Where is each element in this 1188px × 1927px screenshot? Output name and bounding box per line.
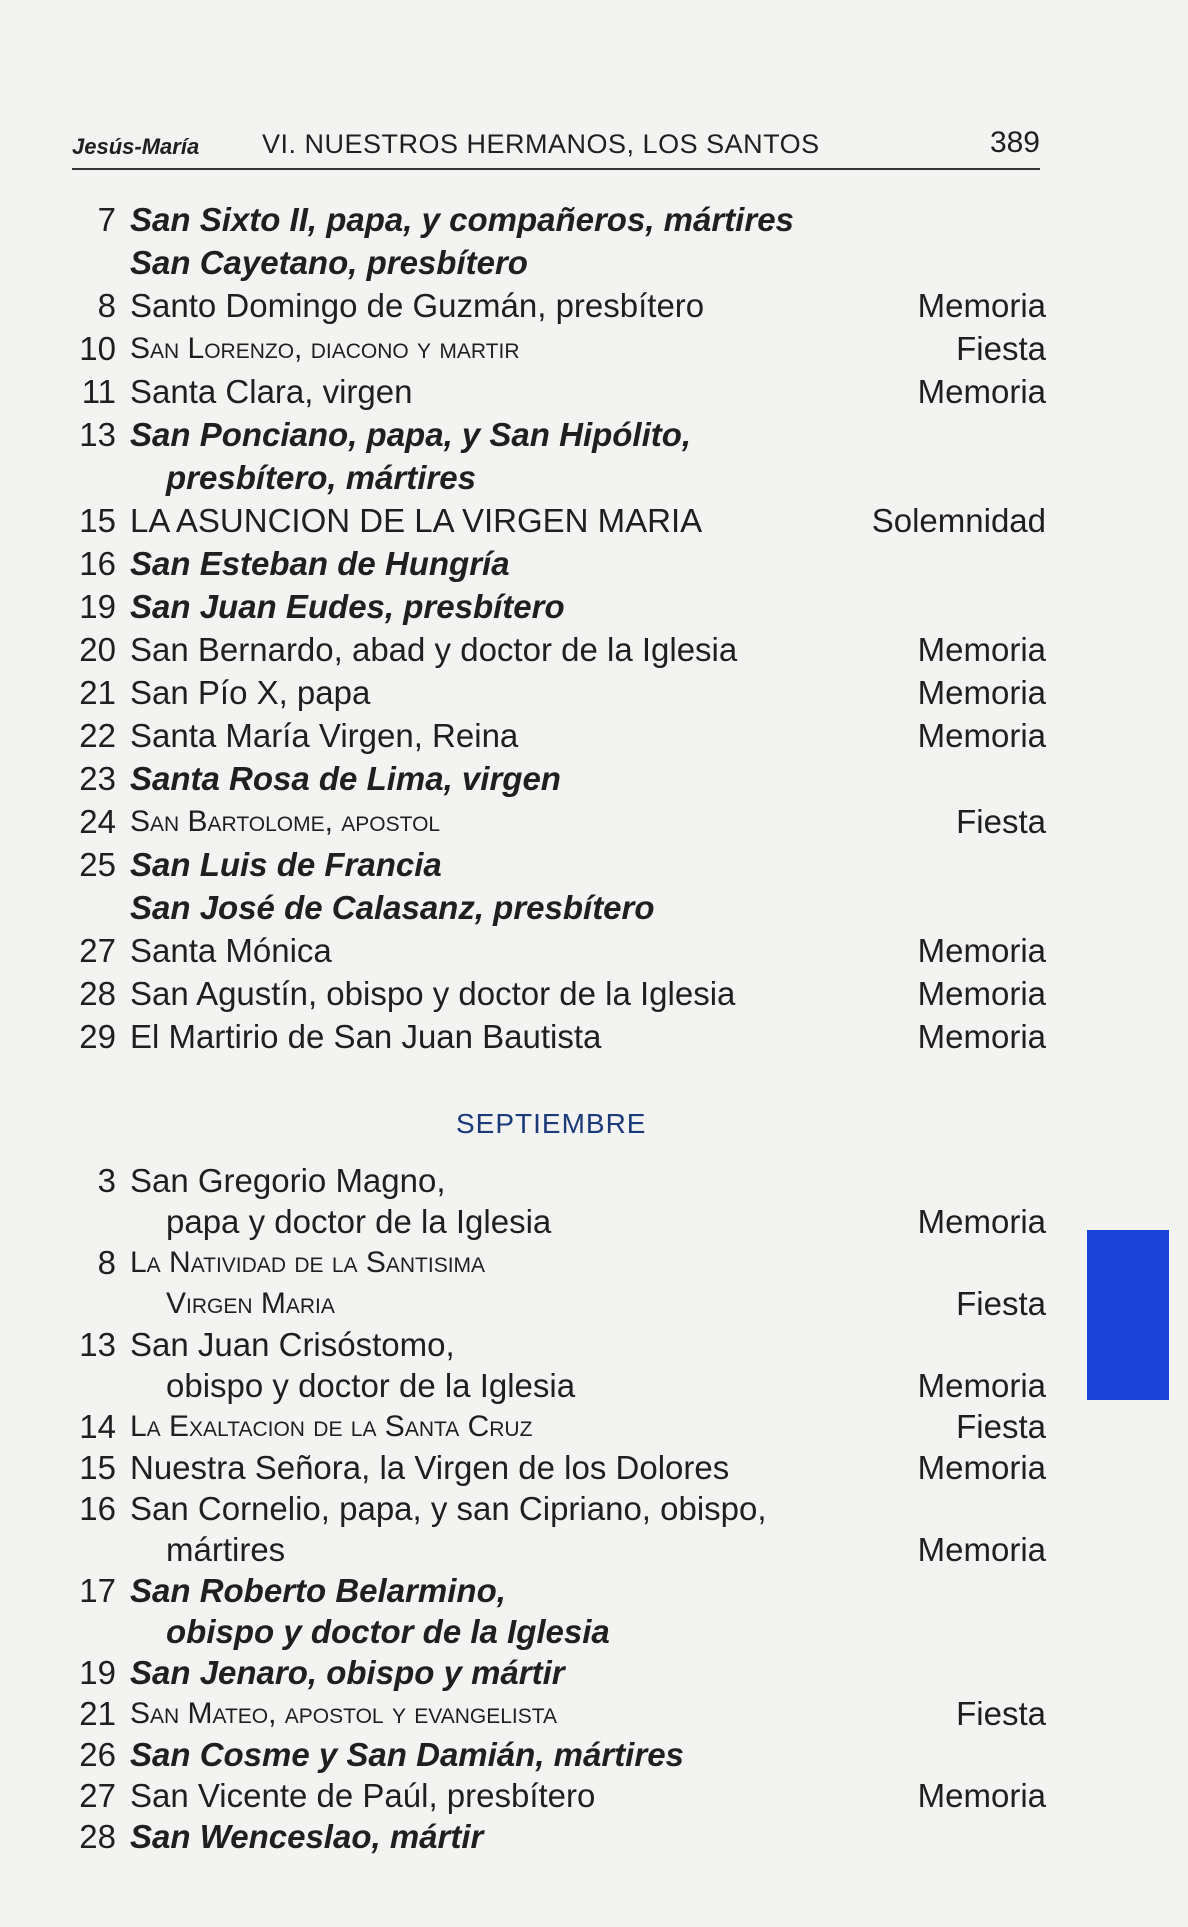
celebration-rank: Memoria: [917, 975, 1046, 1012]
saint-name: San Bartolome, apostol: [130, 805, 441, 838]
day-number: 15: [79, 1449, 116, 1486]
calendar-row: [60, 1160, 1046, 1201]
month-heading: SEPTIEMBRE: [456, 1108, 647, 1139]
day-number: 21: [79, 674, 116, 711]
calendar-row: [60, 585, 1046, 628]
calendar-row: [60, 757, 1046, 800]
calendar-row: [60, 1447, 1046, 1488]
saint-name: San Lorenzo, diacono y martir: [130, 332, 520, 365]
saint-name: Nuestra Señora, la Virgen de los Dolores: [130, 1449, 730, 1486]
calendar-row: [60, 284, 1046, 327]
day-number: 13: [79, 1326, 116, 1363]
calendar-row: [60, 1611, 1046, 1652]
celebration-rank: Memoria: [917, 287, 1046, 324]
calendar-row: [60, 886, 1046, 929]
celebration-rank: Memoria: [917, 717, 1046, 754]
saint-name: San Jenaro, obispo y mártir: [130, 1654, 565, 1691]
day-number: 19: [79, 588, 116, 625]
saint-name: mártires: [166, 1531, 286, 1568]
header-left: Jesús-María: [72, 134, 200, 159]
calendar-row: [60, 972, 1046, 1015]
calendar-row: [60, 1693, 1046, 1734]
celebration-rank: Memoria: [917, 1777, 1046, 1814]
day-number: 19: [79, 1654, 116, 1691]
day-number: 15: [79, 502, 116, 539]
day-number: 27: [79, 1777, 116, 1814]
calendar-row: [60, 1406, 1046, 1447]
day-number: 16: [79, 1490, 116, 1527]
day-number: 3: [97, 1162, 116, 1199]
celebration-rank: Solemnidad: [871, 502, 1046, 539]
day-number: 28: [79, 1818, 116, 1855]
calendar-row: [60, 456, 1046, 499]
celebration-rank: Memoria: [917, 1449, 1046, 1486]
day-number: 28: [79, 975, 116, 1012]
saint-name: San Roberto Belarmino,: [130, 1572, 506, 1609]
saint-name: San Cayetano, presbítero: [130, 244, 528, 281]
running-header: [72, 124, 1040, 170]
day-number: 25: [79, 846, 116, 883]
celebration-rank: Memoria: [917, 1203, 1046, 1240]
saint-name: presbítero, mártires: [166, 459, 476, 496]
day-number: 17: [79, 1572, 116, 1609]
celebration-rank: Memoria: [917, 631, 1046, 668]
day-number: 10: [79, 330, 116, 367]
celebration-rank: Fiesta: [956, 1695, 1046, 1732]
saint-name: San Luis de Francia: [130, 846, 442, 883]
celebration-rank: Memoria: [917, 373, 1046, 410]
day-number: 26: [79, 1736, 116, 1773]
calendar-row: [60, 1283, 1046, 1324]
calendar-row: [60, 327, 1046, 370]
saint-name: San José de Calasanz, presbítero: [130, 889, 655, 926]
calendar-row: [60, 929, 1046, 972]
saint-name: San Gregorio Magno,: [130, 1162, 446, 1199]
calendar-row: [60, 198, 1046, 241]
day-number: 22: [79, 717, 116, 754]
celebration-rank: Memoria: [917, 1018, 1046, 1055]
calendar-row: [60, 370, 1046, 413]
day-number: 20: [79, 631, 116, 668]
saint-name: El Martirio de San Juan Bautista: [130, 1018, 602, 1055]
day-number: 23: [79, 760, 116, 797]
calendar-row: [60, 800, 1046, 843]
saint-name: obispo y doctor de la Iglesia: [166, 1367, 576, 1404]
saint-name: San Ponciano, papa, y San Hipólito,: [130, 416, 692, 453]
calendar-row: [60, 1734, 1046, 1775]
day-number: 16: [79, 545, 116, 582]
calendar-row: [60, 1570, 1046, 1611]
saint-name: San Mateo, apostol y evangelista: [130, 1697, 558, 1730]
calendar-row: [60, 1488, 1046, 1529]
calendar-row: [60, 413, 1046, 456]
saint-name: San Cosme y San Damián, mártires: [130, 1736, 684, 1773]
saint-name: papa y doctor de la Iglesia: [166, 1203, 552, 1240]
saint-name: San Agustín, obispo y doctor de la Iglesia: [130, 975, 736, 1012]
calendar-row: [60, 542, 1046, 585]
saint-name: San Juan Eudes, presbítero: [130, 588, 565, 625]
calendar-row: [60, 1652, 1046, 1693]
saint-name: La Exaltacion de la Santa Cruz: [130, 1410, 533, 1443]
calendar-row: [60, 1242, 1046, 1283]
celebration-rank: Memoria: [917, 932, 1046, 969]
calendar-row: [60, 1324, 1046, 1365]
calendar-row: [60, 1816, 1046, 1857]
celebration-rank: Memoria: [917, 674, 1046, 711]
saint-name: Santa María Virgen, Reina: [130, 717, 519, 754]
day-number: 13: [79, 416, 116, 453]
calendar-row: [60, 628, 1046, 671]
saint-name: San Esteban de Hungría: [130, 545, 510, 582]
calendar-row: [60, 714, 1046, 757]
saint-name: Santa Rosa de Lima, virgen: [130, 760, 561, 797]
saint-name: Santa Clara, virgen: [130, 373, 413, 410]
day-number: 11: [81, 373, 116, 410]
day-number: 27: [79, 932, 116, 969]
saint-name: San Vicente de Paúl, presbítero: [130, 1777, 596, 1814]
celebration-rank: Fiesta: [956, 330, 1046, 367]
saint-name: San Wenceslao, mártir: [130, 1818, 484, 1855]
september-list: [60, 1160, 1046, 1857]
calendar-row: [60, 1529, 1046, 1570]
calendar-row: [60, 1365, 1046, 1406]
header-title: VI. NUESTROS HERMANOS, LOS SANTOS: [262, 129, 820, 159]
day-number: 21: [79, 1695, 116, 1732]
celebration-rank: Fiesta: [956, 1408, 1046, 1445]
saint-name: San Bernardo, abad y doctor de la Iglesia: [130, 631, 738, 668]
calendar-row: [60, 1775, 1046, 1816]
saint-name: Santa Mónica: [130, 932, 332, 969]
saint-name: San Sixto II, papa, y compañeros, mártires: [130, 201, 794, 238]
calendar-row: [60, 1015, 1046, 1058]
celebration-rank: Fiesta: [956, 803, 1046, 840]
page-number: 389: [989, 126, 1040, 159]
day-number: 7: [97, 201, 116, 238]
day-number: 29: [79, 1018, 116, 1055]
calendar-row: [60, 843, 1046, 886]
calendar-row: [60, 1201, 1046, 1242]
day-number: 8: [97, 287, 116, 324]
saint-name: obispo y doctor de la Iglesia: [166, 1613, 610, 1650]
saint-name: Santo Domingo de Guzmán, presbítero: [130, 287, 705, 324]
celebration-rank: Fiesta: [956, 1285, 1046, 1322]
day-number: 24: [79, 803, 116, 840]
celebration-rank: Memoria: [917, 1367, 1046, 1404]
blue-bookmark-tab: [1087, 1230, 1169, 1400]
calendar-row: [60, 499, 1046, 542]
august-list: [60, 198, 1046, 1058]
saint-name: Virgen Maria: [166, 1287, 335, 1320]
saint-name: San Juan Crisóstomo,: [130, 1326, 455, 1363]
day-number: 8: [97, 1244, 116, 1281]
saint-name: LA ASUNCION DE LA VIRGEN MARIA: [130, 502, 703, 539]
saint-name: San Cornelio, papa, y san Cipriano, obispo,: [130, 1490, 767, 1527]
saint-name: La Natividad de la Santisima: [130, 1246, 486, 1279]
calendar-row: [60, 241, 1046, 284]
calendar-row: [60, 671, 1046, 714]
day-number: 14: [79, 1408, 116, 1445]
celebration-rank: Memoria: [917, 1531, 1046, 1568]
saint-name: San Pío X, papa: [130, 674, 371, 711]
